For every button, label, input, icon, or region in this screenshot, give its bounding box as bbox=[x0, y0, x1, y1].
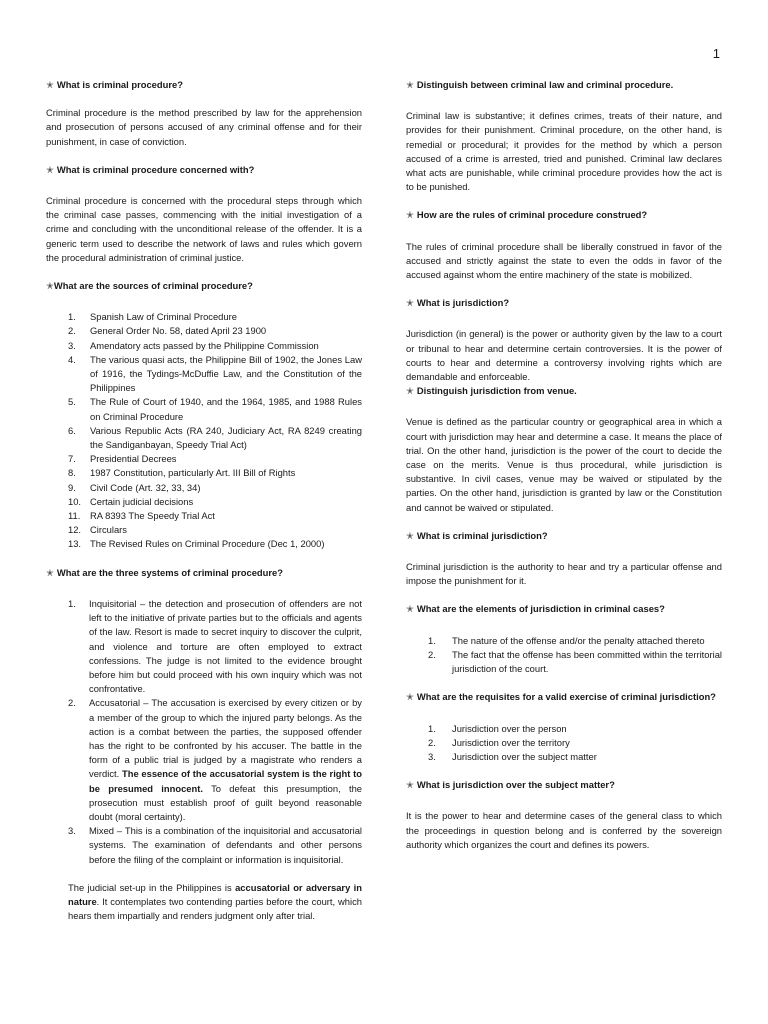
star-icon: ✭ bbox=[406, 779, 414, 791]
list-item: 3. Amendatory acts passed by the Philippine Commission bbox=[68, 339, 319, 351]
list-item: 11. RA 8393 The Speedy Trial Act bbox=[68, 510, 215, 522]
answer-paragraph: Venue is defined as the particular country or geographical area in which a court with jurisdiction may hear and determine a case. It means the place of trial. On the other hand, jurisdiction is the power of the court to decide the case on the merits. Venue is thus procedural, while jurisdiction is substantive. In civil cases, venue may be waived or stipulated by the parties. On the other hand, jurisdiction is granted by law or the Constitution and cannot be waived or stipulated. bbox=[406, 416, 722, 513]
page-number: 1 bbox=[712, 46, 720, 61]
question-heading: ✭ Distinguish between criminal law and criminal procedure. bbox=[406, 79, 674, 90]
star-icon: ✭ bbox=[46, 163, 54, 175]
list-item: 12. Circulars bbox=[68, 524, 127, 536]
answer-paragraph: Criminal jurisdiction is the authority to hear and try a particular offense and impose the punishment for it. bbox=[406, 561, 722, 587]
list-item: 4. The various quasi acts, the Philippine Bill of 1902, the Jones Law of 1916, the Tydings-McDuffie Law, and the Constitution of the Philippines bbox=[68, 353, 362, 394]
list-item: 3. Jurisdiction over the subject matter bbox=[428, 750, 597, 762]
list-item: 9. Civil Code (Art. 32, 33, 34) bbox=[68, 481, 201, 493]
question-heading: ✭ What are the elements of jurisdiction in criminal cases? bbox=[406, 603, 665, 615]
list-item: 8. 1987 Constitution, particularly Art. III Bill of Rights bbox=[68, 467, 296, 479]
question-heading: ✭ What is jurisdiction? bbox=[406, 297, 510, 309]
answer-paragraph: Criminal procedure is the method prescribed by law for the apprehension and prosecution of persons accused of any criminal offense and for their punishment, in case of conviction. bbox=[46, 107, 362, 147]
question-heading: ✭What are the sources of criminal procedure? bbox=[46, 280, 253, 292]
list-item: 2. The fact that the offense has been committed within the territorial jurisdiction of the court. bbox=[428, 648, 722, 675]
question-heading: ✭ What is criminal procedure? bbox=[46, 79, 183, 90]
systems-list bbox=[46, 597, 362, 867]
question-heading: ✭ What is criminal procedure concerned with? bbox=[46, 163, 255, 175]
list-item: 6. Various Republic Acts (RA 240, Judiciary Act, RA 8249 creating the Sandiganbayan, Speedy Trial Act) bbox=[68, 424, 362, 451]
question-heading: ✭ What are the requisites for a valid exercise of criminal jurisdiction? bbox=[406, 691, 716, 703]
list-item: 1. Jurisdiction over the person bbox=[428, 722, 567, 734]
list-item: 7. Presidential Decrees bbox=[68, 453, 177, 465]
answer-paragraph: Criminal law is substantive; it defines crimes, treats of their nature, and provides for their punishment. Criminal procedure, on the other hand, is remedial or procedural; it provides for the method by which a person accused of a crime is arrested, tried and punished. Criminal law declares what acts are punishable, while criminal procedure provides how the act is to be punished. bbox=[406, 110, 722, 193]
elements-list bbox=[406, 634, 722, 677]
list-item: 3. Mixed – This is a combination of the inquisitorial and accusatorial systems. The examination of defendants and other persons before the filing of the complaint or information is inquisitorial. bbox=[68, 825, 362, 865]
list-item: 1. The nature of the offense and/or the penalty attached thereto bbox=[428, 634, 705, 646]
answer-paragraph: Jurisdiction (in general) is the power or authority given by the law to a court or tribunal to hear and determine certain controversies. It is the power of courts to hear and determine a controversy involving rights which are demandable and enforceable. bbox=[406, 328, 722, 383]
question-heading: ✭ How are the rules of criminal procedure construed? bbox=[406, 209, 648, 221]
list-item: 2. General Order No. 58, dated April 23 1900 bbox=[68, 325, 267, 337]
question-heading: ✭ What is criminal jurisdiction? bbox=[406, 529, 548, 541]
answer-paragraph: Criminal procedure is concerned with the procedural steps through which the criminal case passes, commencing with the initial investigation of a crime and concluding with the unconditional release of the offender. It is a generic term used to describe the network of laws and rules which govern the procedural administration of criminal justice. bbox=[46, 195, 362, 263]
list-item: 13. The Revised Rules on Criminal Procedure (Dec 1, 2000) bbox=[68, 538, 325, 550]
question-heading: ✭ What is jurisdiction over the subject matter? bbox=[406, 779, 615, 791]
list-item: 2. Jurisdiction over the territory bbox=[428, 736, 570, 748]
star-icon: ✭ bbox=[46, 79, 54, 90]
star-icon: ✭ bbox=[46, 280, 54, 292]
star-icon: ✭ bbox=[406, 79, 414, 90]
star-icon: ✭ bbox=[406, 385, 414, 397]
answer-paragraph: The rules of criminal procedure shall be liberally construed in favor of the accused and strictly against the state to even the odds in favor of the accused against whom the entire machinery of the state is mobilized. bbox=[406, 240, 722, 281]
list-item: 2. Accusatorial – The accusation is exercised by every citizen or by a member of the group to which the injured party belongs. As the action is a combat between the parties, the supposed offender has the right to be confronted by his accuser. The battle in the form of a public trial is judged by a magistrate who renders a verdict. The essence of the accusatorial system is the right to be presumed innocent. To defeat this presumption, the prosecution must establish proof of guilt beyond reasonable doubt (moral certainty). bbox=[68, 697, 363, 822]
left-column bbox=[46, 78, 362, 923]
question-heading: ✭ What are the three systems of criminal procedure? bbox=[46, 566, 283, 578]
list-item: 1. Spanish Law of Criminal Procedure bbox=[68, 311, 237, 323]
sources-list bbox=[46, 310, 362, 551]
star-icon: ✭ bbox=[406, 209, 414, 221]
requisites-list bbox=[406, 722, 722, 765]
answer-paragraph: It is the power to hear and determine cases of the general class to which the proceedings in question belong and is conferred by the sovereign authority which organizes the court and defines its powers. bbox=[406, 810, 722, 850]
answer-paragraph: The judicial set-up in the Philippines is accusatorial or adversary in nature. It contemplates two contending parties before the court, which hears them impartially and renders judgment only after trial. bbox=[68, 881, 363, 922]
star-icon: ✭ bbox=[46, 566, 54, 578]
question-heading: ✭ Distinguish jurisdiction from venue. bbox=[406, 385, 577, 397]
list-item: 5. The Rule of Court of 1940, and the 1964, 1985, and 1988 Rules on Criminal Procedure bbox=[68, 396, 362, 422]
star-icon: ✭ bbox=[406, 603, 414, 615]
list-item: 1. Inquisitorial – the detection and prosecution of offenders are not left to the initiative of private parties but to the officials and agents of the law. Resort is made to secret inquiry to discover the culprit, and violence and torture are often employed to extract confessions. The judge is not limited to the evidence brought before him but could proceed with his own inquiry which was not confrontative. bbox=[68, 597, 362, 695]
list-item: 10. Certain judicial decisions bbox=[68, 495, 194, 507]
right-column bbox=[406, 78, 722, 852]
star-icon: ✭ bbox=[406, 297, 414, 309]
star-icon: ✭ bbox=[406, 691, 414, 703]
star-icon: ✭ bbox=[406, 529, 414, 541]
